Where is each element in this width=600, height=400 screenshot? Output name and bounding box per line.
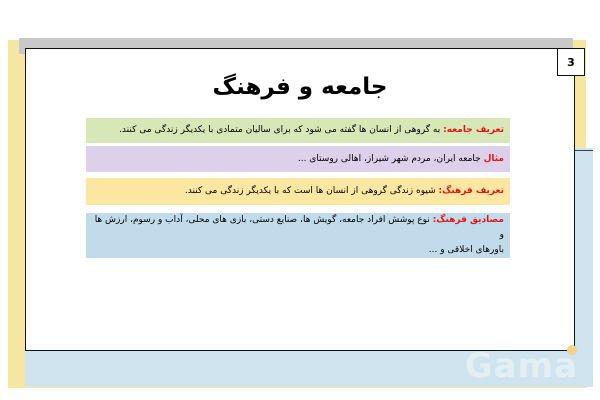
box-label: تعریف فرهنگ: xyxy=(438,186,504,196)
box-text: شیوه زندگی گروهی از انسان ها است که با یکدیگر زندگی می کنند. xyxy=(184,186,439,196)
watermark-logo: Gama xyxy=(464,346,578,386)
page-number-badge xyxy=(557,48,585,76)
slide-title: جامعه و فرهنگ xyxy=(212,74,388,100)
definition-culture-line xyxy=(92,184,504,199)
box-label: تعریف جامعه: xyxy=(443,125,504,135)
box-text: نوع پوشش افراد جامعه، گویش ها، صنایع دستی، بازی های محلی، آداب و رسوم، ارزش ها و xyxy=(94,215,504,240)
box-text: به گروهی از انسان ها گفته می شود که برای سالیان متمادی با یکدیگر زندگی می کنند. xyxy=(119,125,444,135)
page-number: 3 xyxy=(567,55,575,69)
culture-examples-box xyxy=(86,213,510,258)
definition-society-line xyxy=(92,123,504,138)
definition-society-box xyxy=(86,118,510,143)
frame-divider-line xyxy=(575,150,593,151)
box-label: مثال xyxy=(483,153,504,164)
culture-examples-line-1 xyxy=(92,213,504,243)
example-line xyxy=(92,152,504,167)
box-text: جامعه ایران، مردم شهر شیراز، اهالی روستای ... xyxy=(297,153,484,164)
definition-culture-box xyxy=(86,178,510,205)
culture-examples-line-2: باورهای اخلاقی و ... xyxy=(428,245,504,255)
box-label: مصادیق فرهنگ: xyxy=(432,215,504,225)
example-box xyxy=(86,146,510,172)
